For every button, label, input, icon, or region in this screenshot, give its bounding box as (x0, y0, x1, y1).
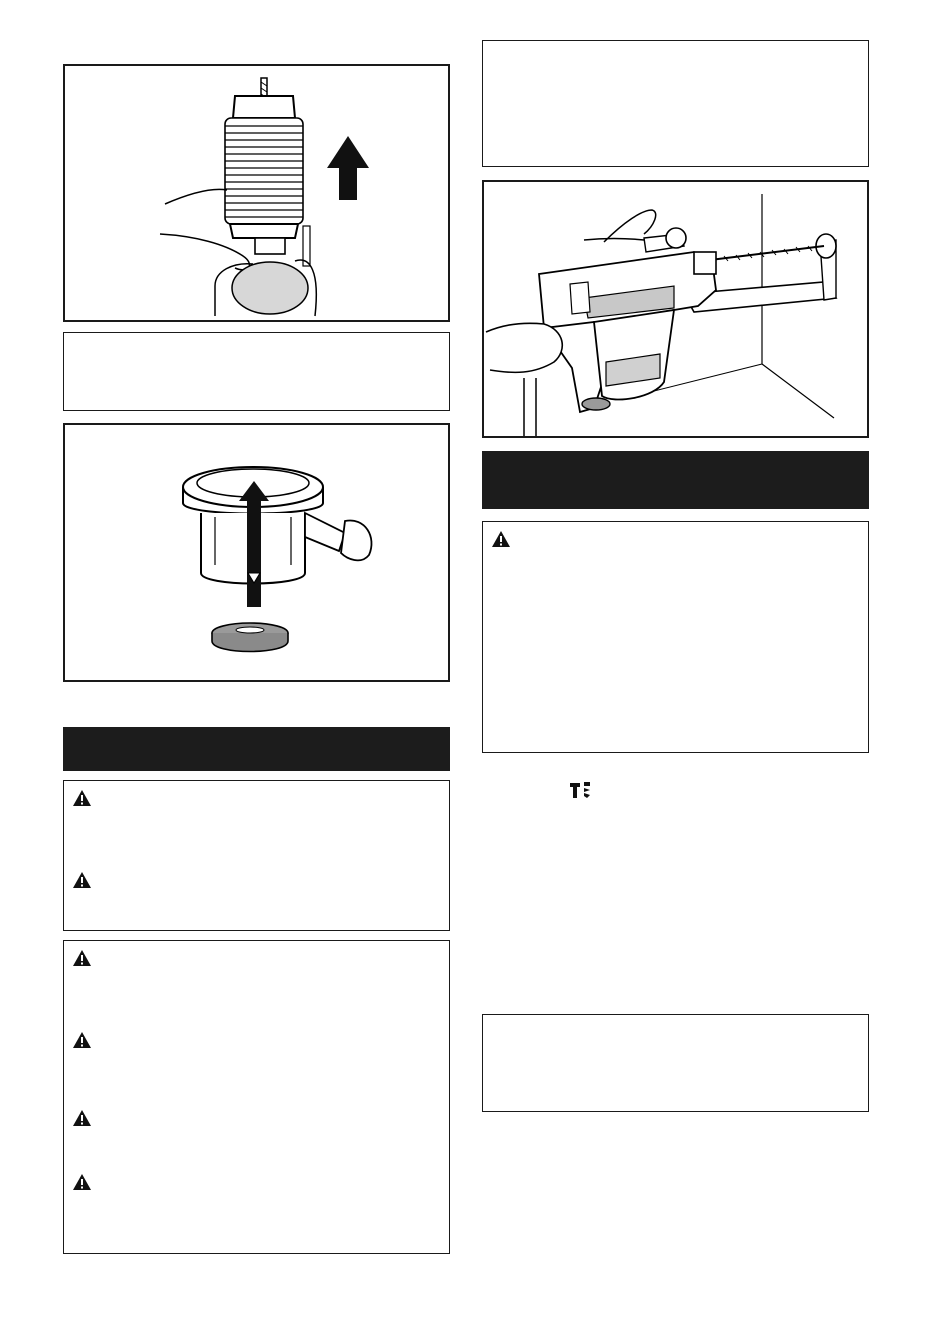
warning-triangle-icon (72, 1173, 92, 1191)
bellows-removal-illustration (65, 66, 448, 320)
figure-rotary-hammer (482, 180, 869, 438)
text-box-2 (482, 40, 869, 167)
text-box-3 (482, 1014, 869, 1112)
warning-box-2 (63, 940, 450, 1254)
rotary-hammer-illustration (484, 182, 867, 436)
warning-triangle-icon (72, 1109, 92, 1127)
warning-triangle-icon (491, 530, 511, 548)
warning-box-1 (63, 780, 450, 931)
dust-cup-cap-illustration (65, 425, 448, 680)
hammer-drill-mode-icon (568, 780, 594, 800)
warning-triangle-icon (72, 1031, 92, 1049)
warning-triangle-icon (72, 949, 92, 967)
figure-bellows-removal (63, 64, 450, 322)
section-heading-band-left (63, 727, 450, 771)
figure-dust-cup-cap (63, 423, 450, 682)
warning-triangle-icon (72, 871, 92, 889)
section-heading-band-right (482, 451, 869, 509)
text-box-1 (63, 332, 450, 411)
warning-box-3 (482, 521, 869, 753)
warning-triangle-icon (72, 789, 92, 807)
